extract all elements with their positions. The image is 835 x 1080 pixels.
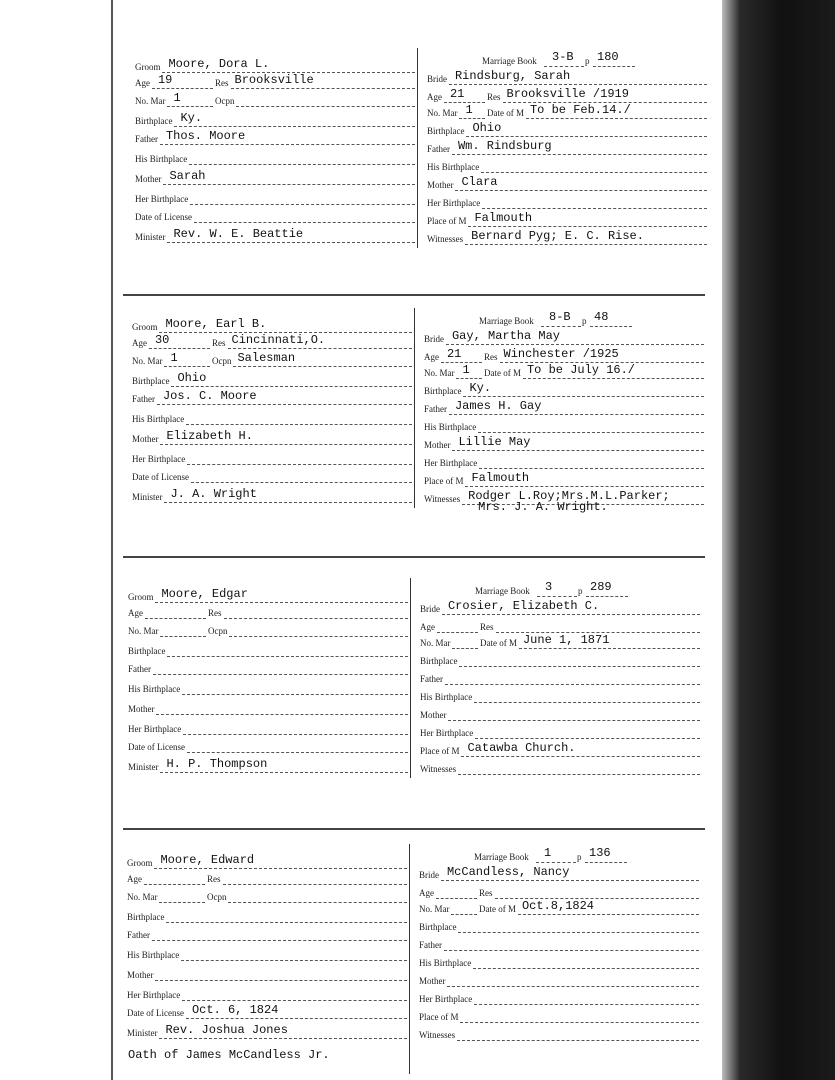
bride-birthplace-label: Birthplace — [424, 386, 462, 396]
bride-no-mar-label: No. Mar — [424, 368, 455, 378]
page-label: p — [582, 316, 587, 326]
bride-date-of-m-label: Date of M — [487, 108, 524, 118]
bride-res-label: Res — [484, 352, 498, 362]
field-line — [194, 222, 415, 223]
field-line — [229, 636, 408, 637]
bride-date-of-m-label: Date of M — [480, 638, 517, 648]
groom-no-mar-label: No. Mar — [128, 626, 159, 636]
groom-res-label: Res — [208, 608, 222, 618]
groom-mother-value: Sarah — [169, 169, 206, 183]
marriage-book-label: Marriage Book — [482, 56, 537, 66]
bride-birthplace-value: Ky. — [469, 381, 492, 395]
field-line — [474, 1004, 699, 1005]
bride-mother-value: Clara — [461, 175, 498, 189]
field-line — [590, 326, 632, 327]
field-line — [544, 66, 584, 67]
bride-his-birthplace-label: His Birthplace — [419, 958, 472, 968]
groom-date-of-license-label: Date of License — [132, 472, 189, 482]
bride-witnesses-label: Witnesses — [427, 234, 464, 244]
field-line — [186, 424, 412, 425]
bride-his-birthplace-label: His Birthplace — [427, 162, 480, 172]
groom-date-of-license-label: Date of License — [127, 1008, 184, 1018]
bride-birthplace-label: Birthplace — [427, 126, 465, 136]
marriage-book-number: 3 — [545, 580, 553, 594]
bride-res-label: Res — [480, 622, 494, 632]
footer-note: Oath of James McCandless Jr. — [128, 1048, 330, 1062]
scan-dark-edge — [722, 0, 835, 1080]
marriage-book-label: Marriage Book — [479, 316, 534, 326]
bride-father-label: Father — [424, 404, 447, 414]
bride-age-label: Age — [419, 888, 434, 898]
bride-name-value: Crosier, Elizabeth C. — [447, 599, 600, 613]
field-line — [159, 902, 205, 903]
bride-birthplace-label: Birthplace — [419, 922, 457, 932]
bride-witnesses-label: Witnesses — [424, 494, 461, 504]
bride-his-birthplace-label: His Birthplace — [420, 692, 473, 702]
field-line — [478, 432, 704, 433]
groom-age-label: Age — [132, 338, 147, 348]
bride-res-label: Res — [479, 888, 493, 898]
column-divider — [409, 844, 410, 1074]
page-label: p — [577, 852, 582, 862]
field-line — [189, 164, 415, 165]
column-divider — [410, 578, 411, 778]
groom-birthplace-label: Birthplace — [135, 116, 173, 126]
field-line — [457, 1040, 699, 1041]
groom-res-value: Brooksville — [234, 73, 314, 87]
bride-place-of-m-label: Place of M — [424, 476, 464, 486]
groom-minister-label: Minister — [127, 1028, 158, 1038]
groom-ocpn-label: Ocpn — [207, 892, 227, 902]
groom-no-mar-label: No. Mar — [135, 96, 166, 106]
field-line — [460, 1022, 699, 1023]
bride-bride-label: Bride — [420, 604, 440, 614]
groom-minister-value: Rev. Joshua Jones — [165, 1023, 288, 1037]
bride-age-label: Age — [424, 352, 439, 362]
bride-her-birthplace-label: Her Birthplace — [420, 728, 474, 738]
groom-her-birthplace-label: Her Birthplace — [128, 724, 182, 734]
field-line — [448, 720, 700, 721]
groom-his-birthplace-label: His Birthplace — [132, 414, 185, 424]
page-label: p — [585, 56, 590, 66]
bride-father-value: Wm. Rindsburg — [457, 139, 552, 153]
field-line — [458, 932, 699, 933]
field-line — [452, 648, 478, 649]
groom-father-value: Thos. Moore — [165, 129, 246, 143]
field-line — [144, 884, 205, 885]
groom-ocpn-label: Ocpn — [215, 96, 235, 106]
field-line — [223, 884, 408, 885]
field-line — [447, 986, 699, 987]
bride-father-label: Father — [420, 674, 443, 684]
bride-no-mar-label: No. Mar — [420, 638, 451, 648]
bride-mother-label: Mother — [420, 710, 447, 720]
groom-father-value: Jos. C. Moore — [162, 389, 257, 403]
field-line — [155, 980, 407, 981]
groom-birthplace-value: Ky. — [180, 111, 203, 125]
field-line — [171, 386, 412, 387]
bride-her-birthplace-label: Her Birthplace — [419, 994, 473, 1004]
groom-father-label: Father — [128, 664, 151, 674]
bride-no-mar-value: 1 — [465, 103, 473, 117]
field-line — [156, 714, 408, 715]
bride-age-label: Age — [420, 622, 435, 632]
bride-res-label: Res — [487, 92, 501, 102]
marriage-book-label: Marriage Book — [474, 852, 529, 862]
bride-place-of-m-label: Place of M — [420, 746, 460, 756]
marriage-book-number: 3-B — [552, 50, 574, 64]
marriage-book-page: 289 — [590, 580, 612, 594]
marriage-book-number: 1 — [544, 846, 552, 860]
field-line — [479, 468, 704, 469]
field-line — [437, 632, 478, 633]
bride-father-label: Father — [427, 144, 450, 154]
bride-no-mar-label: No. Mar — [419, 904, 450, 914]
field-line — [436, 898, 477, 899]
marriage-book-page: 180 — [597, 50, 619, 64]
groom-her-birthplace-label: Her Birthplace — [127, 990, 181, 1000]
marriage-book-number: 8-B — [549, 310, 571, 324]
groom-minister-label: Minister — [128, 762, 159, 772]
bride-place-of-m-value: Falmouth — [474, 211, 533, 225]
groom-minister-value: Rev. W. E. Beattie — [173, 227, 304, 241]
field-line — [458, 774, 700, 775]
bride-birthplace-label: Birthplace — [420, 656, 458, 666]
bride-no-mar-label: No. Mar — [427, 108, 458, 118]
groom-mother-label: Mother — [128, 704, 155, 714]
groom-mother-label: Mother — [127, 970, 154, 980]
groom-her-birthplace-label: Her Birthplace — [132, 454, 186, 464]
groom-no-mar-value: 1 — [170, 351, 178, 365]
groom-father-label: Father — [127, 930, 150, 940]
field-line — [166, 922, 407, 923]
groom-res-value: Cincinnati,O. — [231, 333, 326, 347]
field-line — [153, 674, 408, 675]
bride-age-label: Age — [427, 92, 442, 102]
field-line — [174, 126, 415, 127]
groom-name-value: Moore, Dora L. — [168, 57, 270, 71]
bride-mother-label: Mother — [424, 440, 451, 450]
groom-date-of-license-label: Date of License — [135, 212, 192, 222]
bride-witnesses-value: Rodger L.Roy;Mrs.M.L.Parker; — [468, 489, 670, 503]
column-divider — [414, 308, 415, 508]
field-line — [463, 396, 704, 397]
groom-groom-label: Groom — [128, 592, 154, 602]
field-line — [160, 636, 206, 637]
groom-birthplace-label: Birthplace — [132, 376, 170, 386]
groom-minister-label: Minister — [132, 492, 163, 502]
groom-age-label: Age — [135, 78, 150, 88]
bride-name-value: McCandless, Nancy — [446, 865, 570, 879]
bride-witnesses-label: Witnesses — [419, 1030, 456, 1040]
groom-ocpn-label: Ocpn — [208, 626, 228, 636]
field-line — [224, 618, 409, 619]
groom-age-label: Age — [127, 874, 142, 884]
groom-age-label: Age — [128, 608, 143, 618]
bride-date-of-m-value: To be July 16./ — [526, 363, 636, 377]
bride-date-of-m-label: Date of M — [479, 904, 516, 914]
field-line — [182, 1000, 407, 1001]
bride-birthplace-value: Ohio — [472, 121, 502, 135]
groom-minister-label: Minister — [135, 232, 166, 242]
field-line — [541, 326, 581, 327]
bride-her-birthplace-label: Her Birthplace — [424, 458, 478, 468]
field-line — [167, 656, 408, 657]
field-line — [536, 862, 576, 863]
bride-place-of-m-label: Place of M — [427, 216, 467, 226]
groom-father-label: Father — [135, 134, 158, 144]
bride-name-value: Gay, Martha May — [451, 329, 561, 343]
field-line — [466, 136, 707, 137]
field-line — [444, 950, 699, 951]
bride-mother-label: Mother — [427, 180, 454, 190]
page-label: p — [578, 586, 583, 596]
field-line — [190, 204, 415, 205]
groom-mother-label: Mother — [135, 174, 162, 184]
bride-no-mar-value: 1 — [462, 363, 470, 377]
bride-mother-value: Lillie May — [458, 435, 531, 449]
bride-bride-label: Bride — [427, 74, 447, 84]
field-line — [475, 738, 700, 739]
groom-ocpn-value: Salesman — [237, 351, 296, 365]
bride-his-birthplace-label: His Birthplace — [424, 422, 477, 432]
field-line — [474, 702, 700, 703]
bride-age-value: 21 — [446, 347, 462, 361]
bride-place-of-m-value: Falmouth — [471, 471, 530, 485]
groom-mother-value: Elizabeth H. — [166, 429, 253, 443]
field-line — [191, 482, 412, 483]
bride-witnesses-label: Witnesses — [420, 764, 457, 774]
groom-groom-label: Groom — [135, 62, 161, 72]
bride-date-of-m-value: Oct.8,1824 — [521, 899, 594, 913]
groom-no-mar-label: No. Mar — [127, 892, 158, 902]
field-line — [473, 968, 699, 969]
groom-name-value: Moore, Edward — [160, 853, 255, 867]
bride-place-of-m-value: Catawba Church. — [467, 741, 576, 755]
field-line — [236, 106, 415, 107]
groom-minister-value: H. P. Thompson — [166, 757, 268, 771]
groom-groom-label: Groom — [127, 858, 153, 868]
bride-witnesses-value: Bernard Pyg; E. C. Rise. — [471, 229, 644, 243]
field-line — [445, 684, 700, 685]
groom-name-value: Moore, Edgar — [161, 587, 248, 601]
bride-date-of-m-value: June 1, 1871 — [522, 633, 610, 647]
groom-no-mar-value: 1 — [173, 91, 181, 105]
groom-res-label: Res — [207, 874, 221, 884]
bride-mother-label: Mother — [419, 976, 446, 986]
groom-minister-value: J. A. Wright — [170, 487, 257, 501]
bride-place-of-m-label: Place of M — [419, 1012, 459, 1022]
field-line — [585, 862, 627, 863]
groom-res-label: Res — [215, 78, 229, 88]
bride-father-value: James H. Gay — [454, 399, 542, 413]
marriage-book-page: 48 — [594, 310, 609, 324]
bride-bride-label: Bride — [419, 870, 439, 880]
field-line — [482, 208, 707, 209]
groom-birthplace-label: Birthplace — [128, 646, 166, 656]
bride-date-of-m-label: Date of M — [484, 368, 521, 378]
field-line — [145, 618, 206, 619]
binding-edge — [111, 0, 113, 1080]
field-line — [481, 172, 707, 173]
groom-his-birthplace-label: His Birthplace — [135, 154, 188, 164]
groom-mother-label: Mother — [132, 434, 159, 444]
bride-date-of-m-value: To be Feb.14./ — [529, 103, 631, 117]
bride-age-value: 21 — [449, 87, 465, 101]
bride-name-value: Rindsburg, Sarah — [454, 69, 571, 83]
marriage-book-page: 136 — [589, 846, 611, 860]
field-line — [459, 666, 700, 667]
field-line — [451, 914, 477, 915]
bride-father-label: Father — [419, 940, 442, 950]
groom-his-birthplace-label: His Birthplace — [127, 950, 180, 960]
groom-no-mar-label: No. Mar — [132, 356, 163, 366]
groom-date-of-license-label: Date of License — [128, 742, 185, 752]
groom-her-birthplace-label: Her Birthplace — [135, 194, 189, 204]
marriage-book-label: Marriage Book — [475, 586, 530, 596]
groom-name-value: Moore, Earl B. — [165, 317, 267, 331]
left-margin — [0, 0, 112, 1080]
groom-groom-label: Groom — [132, 322, 158, 332]
field-line — [187, 752, 408, 753]
field-line — [183, 734, 408, 735]
column-divider — [417, 48, 418, 248]
bride-her-birthplace-label: Her Birthplace — [427, 198, 481, 208]
groom-age-value: 30 — [154, 333, 170, 347]
groom-age-value: 19 — [157, 73, 173, 87]
bride-bride-label: Bride — [424, 334, 444, 344]
field-line — [181, 960, 407, 961]
field-line — [182, 694, 408, 695]
groom-birthplace-label: Birthplace — [127, 912, 165, 922]
field-line — [593, 66, 635, 67]
groom-his-birthplace-label: His Birthplace — [128, 684, 181, 694]
groom-father-label: Father — [132, 394, 155, 404]
field-line — [586, 596, 628, 597]
field-line — [537, 596, 577, 597]
groom-birthplace-value: Ohio — [177, 371, 207, 385]
groom-date-of-license-value: Oct. 6, 1824 — [191, 1003, 279, 1017]
bride-witnesses-value-2: Mrs. J. A. Wright. — [478, 500, 608, 514]
groom-ocpn-label: Ocpn — [212, 356, 232, 366]
groom-res-label: Res — [212, 338, 226, 348]
field-line — [152, 940, 407, 941]
field-line — [228, 902, 407, 903]
field-line — [187, 464, 412, 465]
bride-res-value: Brooksville /1919 — [506, 87, 629, 101]
bride-res-value: Winchester /1925 — [503, 347, 619, 361]
